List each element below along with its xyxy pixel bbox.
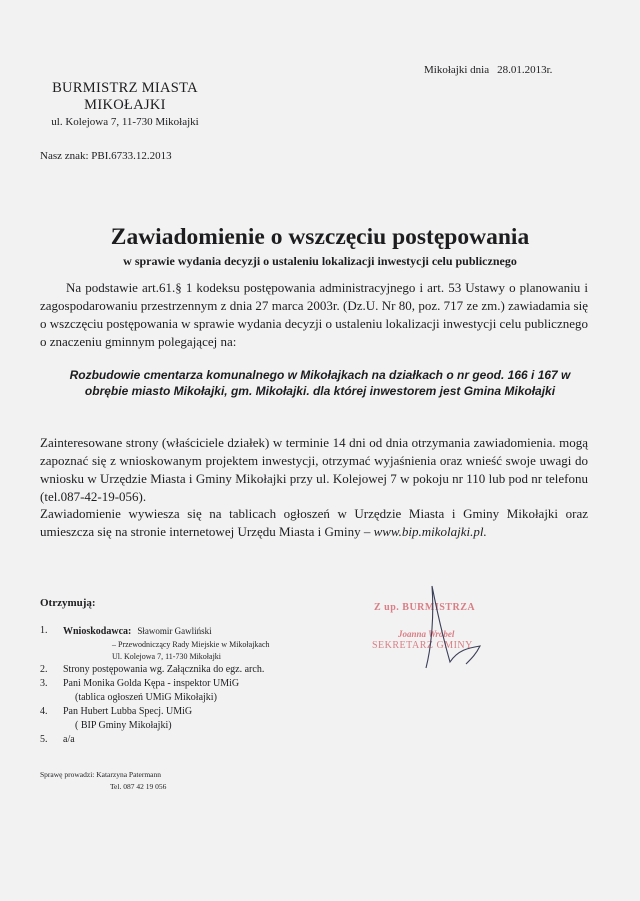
list-item bbox=[40, 663, 270, 677]
list-number: 2. bbox=[40, 664, 48, 675]
applicant-label: Wnioskodawca: bbox=[63, 626, 132, 637]
list-item bbox=[40, 733, 270, 747]
list-number: 4. bbox=[40, 706, 48, 717]
list-number: 3. bbox=[40, 678, 48, 689]
applicant-name: Sławomir Gawliński bbox=[137, 626, 212, 636]
list-item-text: Strony postępowania wg. Załącznika do egz. arch. bbox=[63, 664, 265, 675]
document-subtitle: w sprawie wydania decyzji o ustaleniu lokalizacji inwestycji celu publicznego bbox=[123, 254, 517, 268]
list-number: 5. bbox=[40, 734, 48, 745]
applicant-role: – Przewodniczący Rady Miejskie w Mikołajkach bbox=[112, 640, 270, 649]
recipients-list bbox=[40, 624, 270, 747]
applicant-address: Ul. Kolejowa 7, 11-730 Mikołajki bbox=[112, 652, 222, 661]
recipients-heading: Otrzymują: bbox=[40, 597, 96, 609]
list-item-text: Pani Monika Golda Kępa - inspektor UMiG bbox=[63, 678, 240, 689]
stamp-line-1: Z up. BURMISTRZA bbox=[374, 602, 476, 613]
place-date-label: Mikołajki dnia bbox=[424, 64, 490, 76]
investment-subject: Rozbudowie cmentarza komunalnego w Mikołajkach na działkach o nr geod. 166 i 167 w obrębie miasto Mikołajki, gm. Mikołajki. dla której inwestorem jest Gmina Mikołajki bbox=[69, 368, 571, 398]
bip-link[interactable]: www.bip.mikolajki.pl. bbox=[373, 524, 487, 539]
document-date: 28.01.2013r. bbox=[497, 64, 553, 76]
publication-paragraph bbox=[40, 505, 588, 541]
stamp-line-3: SEKRETARZ GMINY bbox=[372, 640, 473, 651]
list-item-text: Pan Hubert Lubba Specj. UMiG bbox=[63, 706, 193, 717]
signature bbox=[368, 584, 618, 674]
list-item bbox=[40, 705, 270, 733]
list-item-note: ( BIP Gminy Mikołajki) bbox=[75, 720, 172, 731]
list-item bbox=[40, 624, 270, 639]
reference-number: Nasz znak: PBI.6733.12.2013 bbox=[40, 150, 172, 162]
legal-basis-paragraph: Na podstawie art.61.§ 1 kodeksu postępowania administracyjnego i art. 53 Ustawy o planowaniu i zagospodarowaniu przestrzennym z dnia 27 marca 2003r. (Dz.U. Nr 80, poz. 717 ze zm.) zawiadamia się o wszczęciu postępowania w sprawie wydania decyzji o ustaleniu lokalizacji inwestycji celu publicznego o znaczeniu gminnym polegającej na: bbox=[40, 280, 588, 349]
list-number: 1. bbox=[40, 625, 48, 636]
document-title: Zawiadomienie o wszczęciu postępowania bbox=[110, 224, 530, 250]
list-item-text: a/a bbox=[63, 734, 75, 745]
office-line-1: BURMISTRZ MIASTA bbox=[52, 80, 198, 96]
issuing-office bbox=[40, 80, 210, 131]
list-item bbox=[40, 677, 270, 705]
publication-text: Zawiadomienie wywiesza się na tablicach ogłoszeń w Urzędzie Miasta i Gminy Mikołajki oraz umieszcza się na stronie internetowej Urzędu Miasta i Gminy – bbox=[40, 506, 588, 539]
contact-phone: Tel. 087 42 19 056 bbox=[110, 782, 167, 791]
office-address: ul. Kolejowa 7, 11-730 Mikołajki bbox=[51, 116, 199, 128]
prepared-by: Sprawę prowadzi: Katarzyna Patermann bbox=[40, 770, 161, 779]
official-stamp bbox=[368, 584, 618, 674]
stamp-signatory: Joanna Wróbel bbox=[398, 629, 455, 639]
office-line-2: MIKOŁAJKI bbox=[84, 97, 166, 113]
date-line bbox=[424, 64, 552, 76]
list-item-note: (tablica ogłoszeń UMiG Mikołajki) bbox=[75, 692, 217, 703]
parties-paragraph: Zainteresowane strony (właściciele działek) w terminie 14 dni od dnia otrzymania zawiadomienia. mogą zapoznać się z wnioskowanym projektem inwestycji, otrzymać wyjaśnienia oraz wnieść swoje uwagi do wniosku w Urzędzie Miasta i Gminy Mikołajki przy ul. Kolejowej 7 w pokoju nr 110 lub pod nr telefonu (tel.087-42-19-056). bbox=[40, 435, 588, 504]
